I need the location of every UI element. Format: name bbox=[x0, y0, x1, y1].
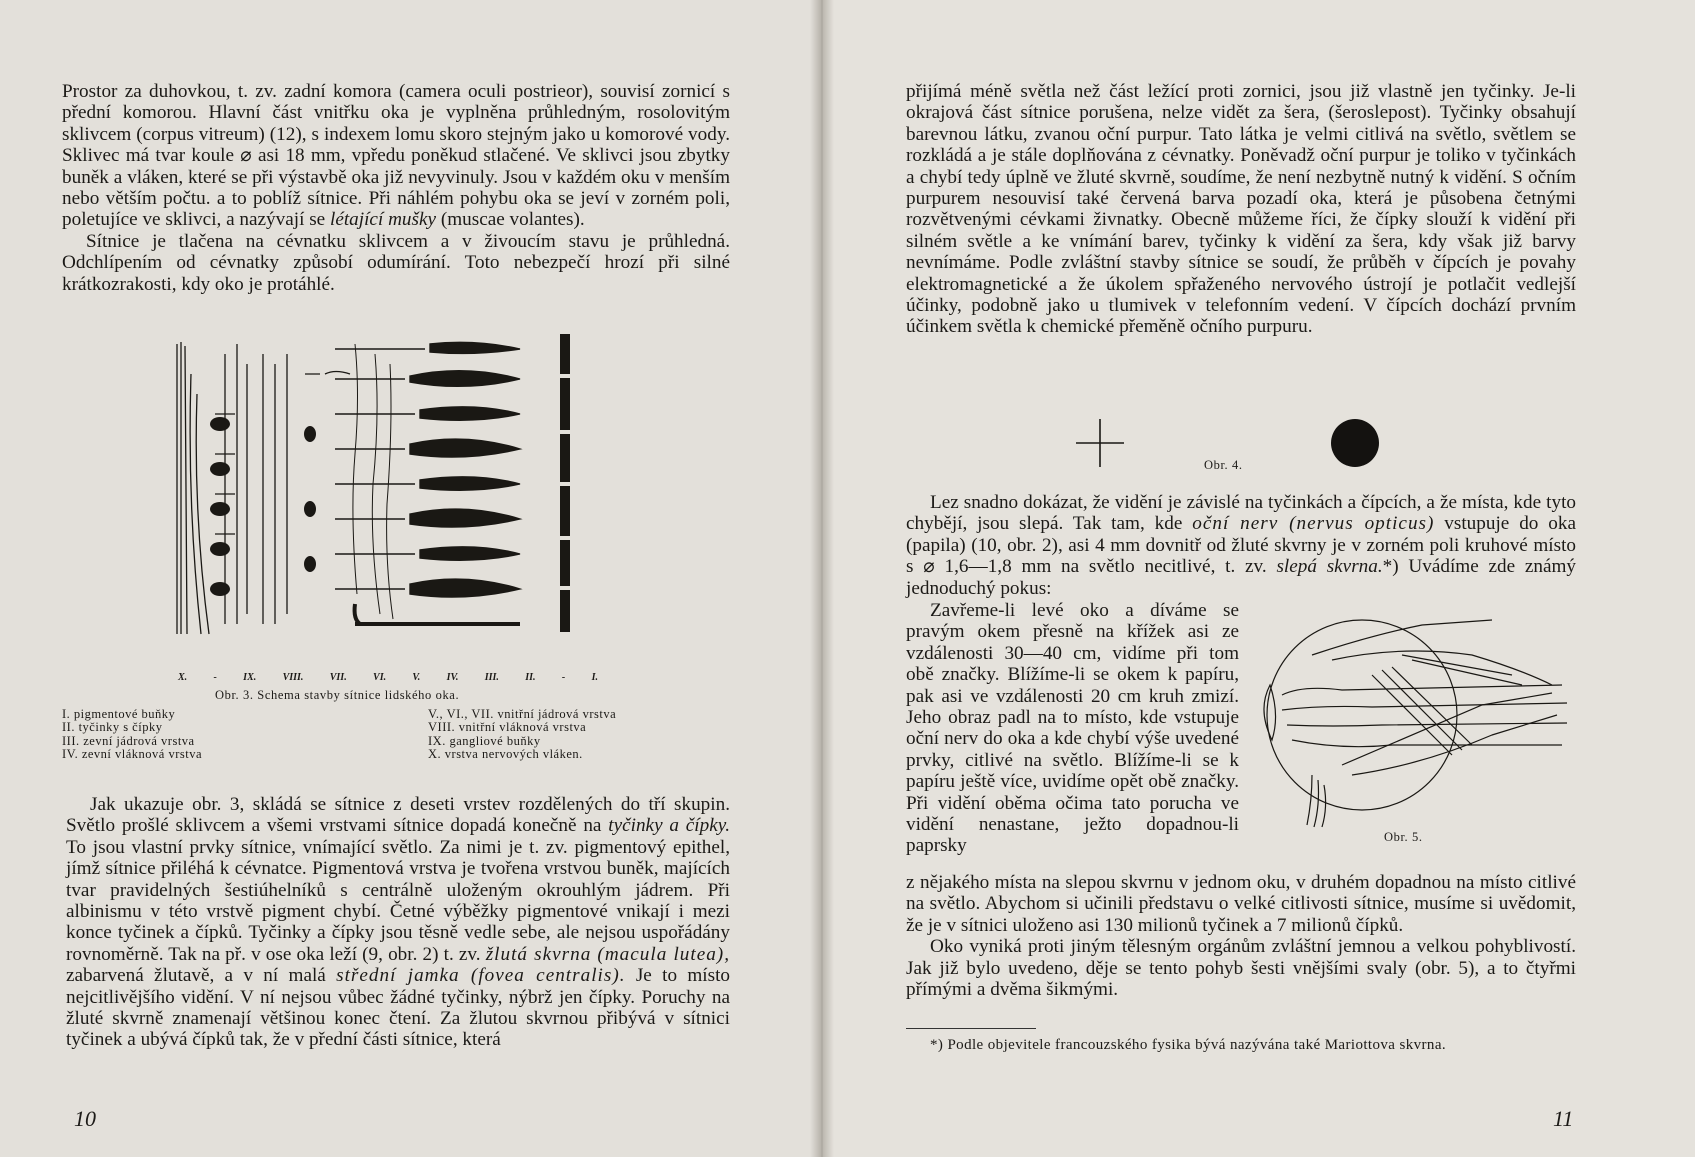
eye-muscles-figure bbox=[1252, 615, 1577, 830]
pigment-epithelium bbox=[560, 334, 570, 632]
left-page-number: 10 bbox=[74, 1106, 96, 1131]
right-paragraph-3-wrap: Zavřeme-li levé oko a díváme se pravým okem přesně na křížek asi ze vzdálenosti 30—40 cm, vidíme při tom obě značky. Blížíme-li se okem k papíru, pak asi ve vzdálenosti 20 cm kruh zmizí. Jeho obraz padl na to místo, kde vstupuje oční nerv do oka a kde chybí výše uvedené prvky, citlivé na světlo. Blížíme-li se k papíru ještě více, uvidíme opět obě značky. Při vidění oběma očima tato porucha ve vidění nenastane, ježto dopadnou-li paprsky bbox=[906, 600, 1239, 857]
figure4-caption: Obr. 4. bbox=[1204, 458, 1243, 472]
right-paragraph-1: přijímá méně světla než část ležící proti zornici, jsou již vlastně jen tyčinky. Je-li okrajová část sítnice porušena, nelze vidět za šera, (šeroslepost). Tyčinky obsahují barevnou látku, zvanou oční purpur. Tato látka je velmi citlivá na světlo, světlem se rozkládá a je stále doplňována z cévnatky. Poněvadž oční purpur je toliko v tyčinkách a chybí tedy úplně ve žluté skvrně, soudíme, že není nezbytně nutný k vidění. S očním purpurem nesouvisí také červená barva pozadí oka, která je působena četnými rozvětvenými cévkami živnatky. Obecně můžeme říci, že čípky slouží k vidění při silném světle a ke vnímání barev, tyčinky k vidění za šera, kdy však již barvy nevnímáme. Podle zvláštní stavby sítnice se soudí, že průběh v čípcích je povahy elektromagnetické a že úkolem spřaženého nervového ústrojí je potlačit vedlejší účinky, podobně jako u tlumivek v telefonním vedení. V čípcích dochází prvním účinkem světla k chemické přeměně očního purpuru. bbox=[906, 81, 1576, 338]
retina-schema-figure bbox=[175, 334, 630, 664]
book-gutter bbox=[810, 0, 834, 1157]
left-paragraph-3: Jak ukazuje obr. 3, skládá se sítnice z deseti vrstev rozdělených do tří skupin. Světlo prošlé sklivcem a všemi vrstvami sítnice dopadá konečně na tyčinky a čípky. To jsou vlastní prvky sítnice, vnímající světlo. Za nimi je t. zv. pigmentový epithel, jímž sítnice přiléhá k cévnatce. Pigmentová vrstva je tvořena vrstvou buněk, majících tvar pravidelných šestiúhelníků s centrálně uloženým okrouhlým jádrem. Při albinismu v této vrstvě pigment chybí. Četné výběžky pigmentové vnikají i mezi konce tyčinek a čípků. Tyčinky a čípky jsou těsně vedle sebe, ale nejsou uspořádány rovnoměrně. Tak na př. v ose oka leží (9, obr. 2) t. zv. žlutá skvrna (macula lutea), zabarvená žlutavě, a v ní malá střední jamka (fovea centralis). Je to místo nejcitlivějšího vidění. V ní nejsou vůbec žádné tyčinky, nýbrž jen čípky. Poruchy na žluté skvrně znamenají většinou konec čtení. Za žlutou skvrnou přibývá v sítnici tyčinek a ubývá čípků tak, že v přední části sítnice, která bbox=[66, 794, 730, 1051]
italic-term: létající mušky bbox=[330, 209, 437, 231]
figure5-caption: Obr. 5. bbox=[1384, 830, 1423, 844]
dot-icon bbox=[1331, 419, 1379, 467]
rod-and-cone-rows bbox=[335, 342, 520, 624]
cross-icon bbox=[1076, 419, 1124, 467]
right-page-number: 11 bbox=[1553, 1106, 1574, 1131]
layer-labels: X. - IX. VIII. VII. VI. V. IV. III. II. - I. bbox=[178, 672, 598, 683]
figure3-caption: Obr. 3. Schema stavby sítnice lidského oka. bbox=[215, 688, 460, 702]
right-paragraph-3-full: z nějakého místa na slepou skvrnu v jednom oku, v druhém dopadnou na místo citlivé na světlo. Abychom si učinili představu o velké citlivosti sítnice, musíme si uvědomit, že je v sítnici uloženo asi 130 milionů tyčinek a 7 milionů čípků. Oko vyniká proti jiným tělesným orgánům zvláštní jemnou a velkou pohyblivostí. Jak již bylo uvedeno, děje se tento pohyb šesti vnějšími svaly (obr. 5), a to čtyřmi přímými a dvěma šikmými. bbox=[906, 872, 1576, 1001]
right-paragraph-2: Lez snadno dokázat, že vidění je závislé na tyčinkách a čípcích, a že místa, kde tyto chybějí, jsou slepá. Tak tam, kde oční nerv (nervus opticus) vstupuje do oka (papila) (10, obr. 2), asi 4 mm dovnitř od žluté skvrny je v zorném poli kruhové místo s ⌀ 1,6—1,8 mm na světlo necitlivé, t. zv. slepá skvrna.*) Uvádíme zde známý jednoduchý pokus: bbox=[906, 492, 1577, 599]
figure3-legend-left: I. pigmentové buňky II. tyčinky s čípky III. zevní jádrová vrstva IV. zevní vláknová vrstva bbox=[62, 707, 203, 762]
left-paragraph-1: Prostor za duhovkou, t. zv. zadní komora (camera oculi postrieor), souvisí zornicí s přední komorou. Hlavní část vnitřku oka je vyplněna průhledným, rosolovitým sklivcem (corpus vitreum) (12), s indexem lomu skoro stejným jako u komorové vody. Sklivec má tvar koule ⌀ asi 18 mm, vpředu poněkud stlačené. Ve sklivci jsou zbytky buněk a vláken, které se při výstavbě oka již nevyvinuly. Jsou v každém oku v menším nebo větším počtu. a to poblíž sítnice. Při náhlém pohybu oka se jeví v zorném poli, poletujíce ve sklivci, a nazývají se létající mušky (muscae volantes). Sítnice je tlačena na cévnatku sklivcem a v živoucím stavu je průhledná. Odchlípením od cévnatky způsobí odumírání. Toto nebezpečí hrozí při silné krátkozrakosti, kdy oko je protáhlé. bbox=[62, 81, 730, 295]
left-paragraph-2: Sítnice je tlačena na cévnatku sklivcem a v živoucím stavu je průhledná. Odchlípením od cévnatky způsobí odumírání. Toto nebezpečí hrozí při silné krátkozrakosti, kdy oko je protáhlé. bbox=[62, 230, 730, 295]
footnote-rule bbox=[906, 1028, 1036, 1029]
footnote: *) Podle objevitele francouzského fysika bývá nazývána také Mariottova skvrna. bbox=[930, 1037, 1447, 1053]
figure3-legend-right: V., VI., VII. vnitřní jádrová vrstva VIII. vnitřní vláknová vrstva IX. gangliové buňky X. vrstva nervových vláken. bbox=[428, 707, 617, 762]
right-paragraph-4: Oko vyniká proti jiným tělesným orgánům zvláštní jemnou a velkou pohyblivostí. Jak již bylo uvedeno, děje se tento pohyb šesti vnějšími svaly (obr. 5), a to čtyřmi přímými a dvěma šikmými. bbox=[906, 936, 1576, 1001]
